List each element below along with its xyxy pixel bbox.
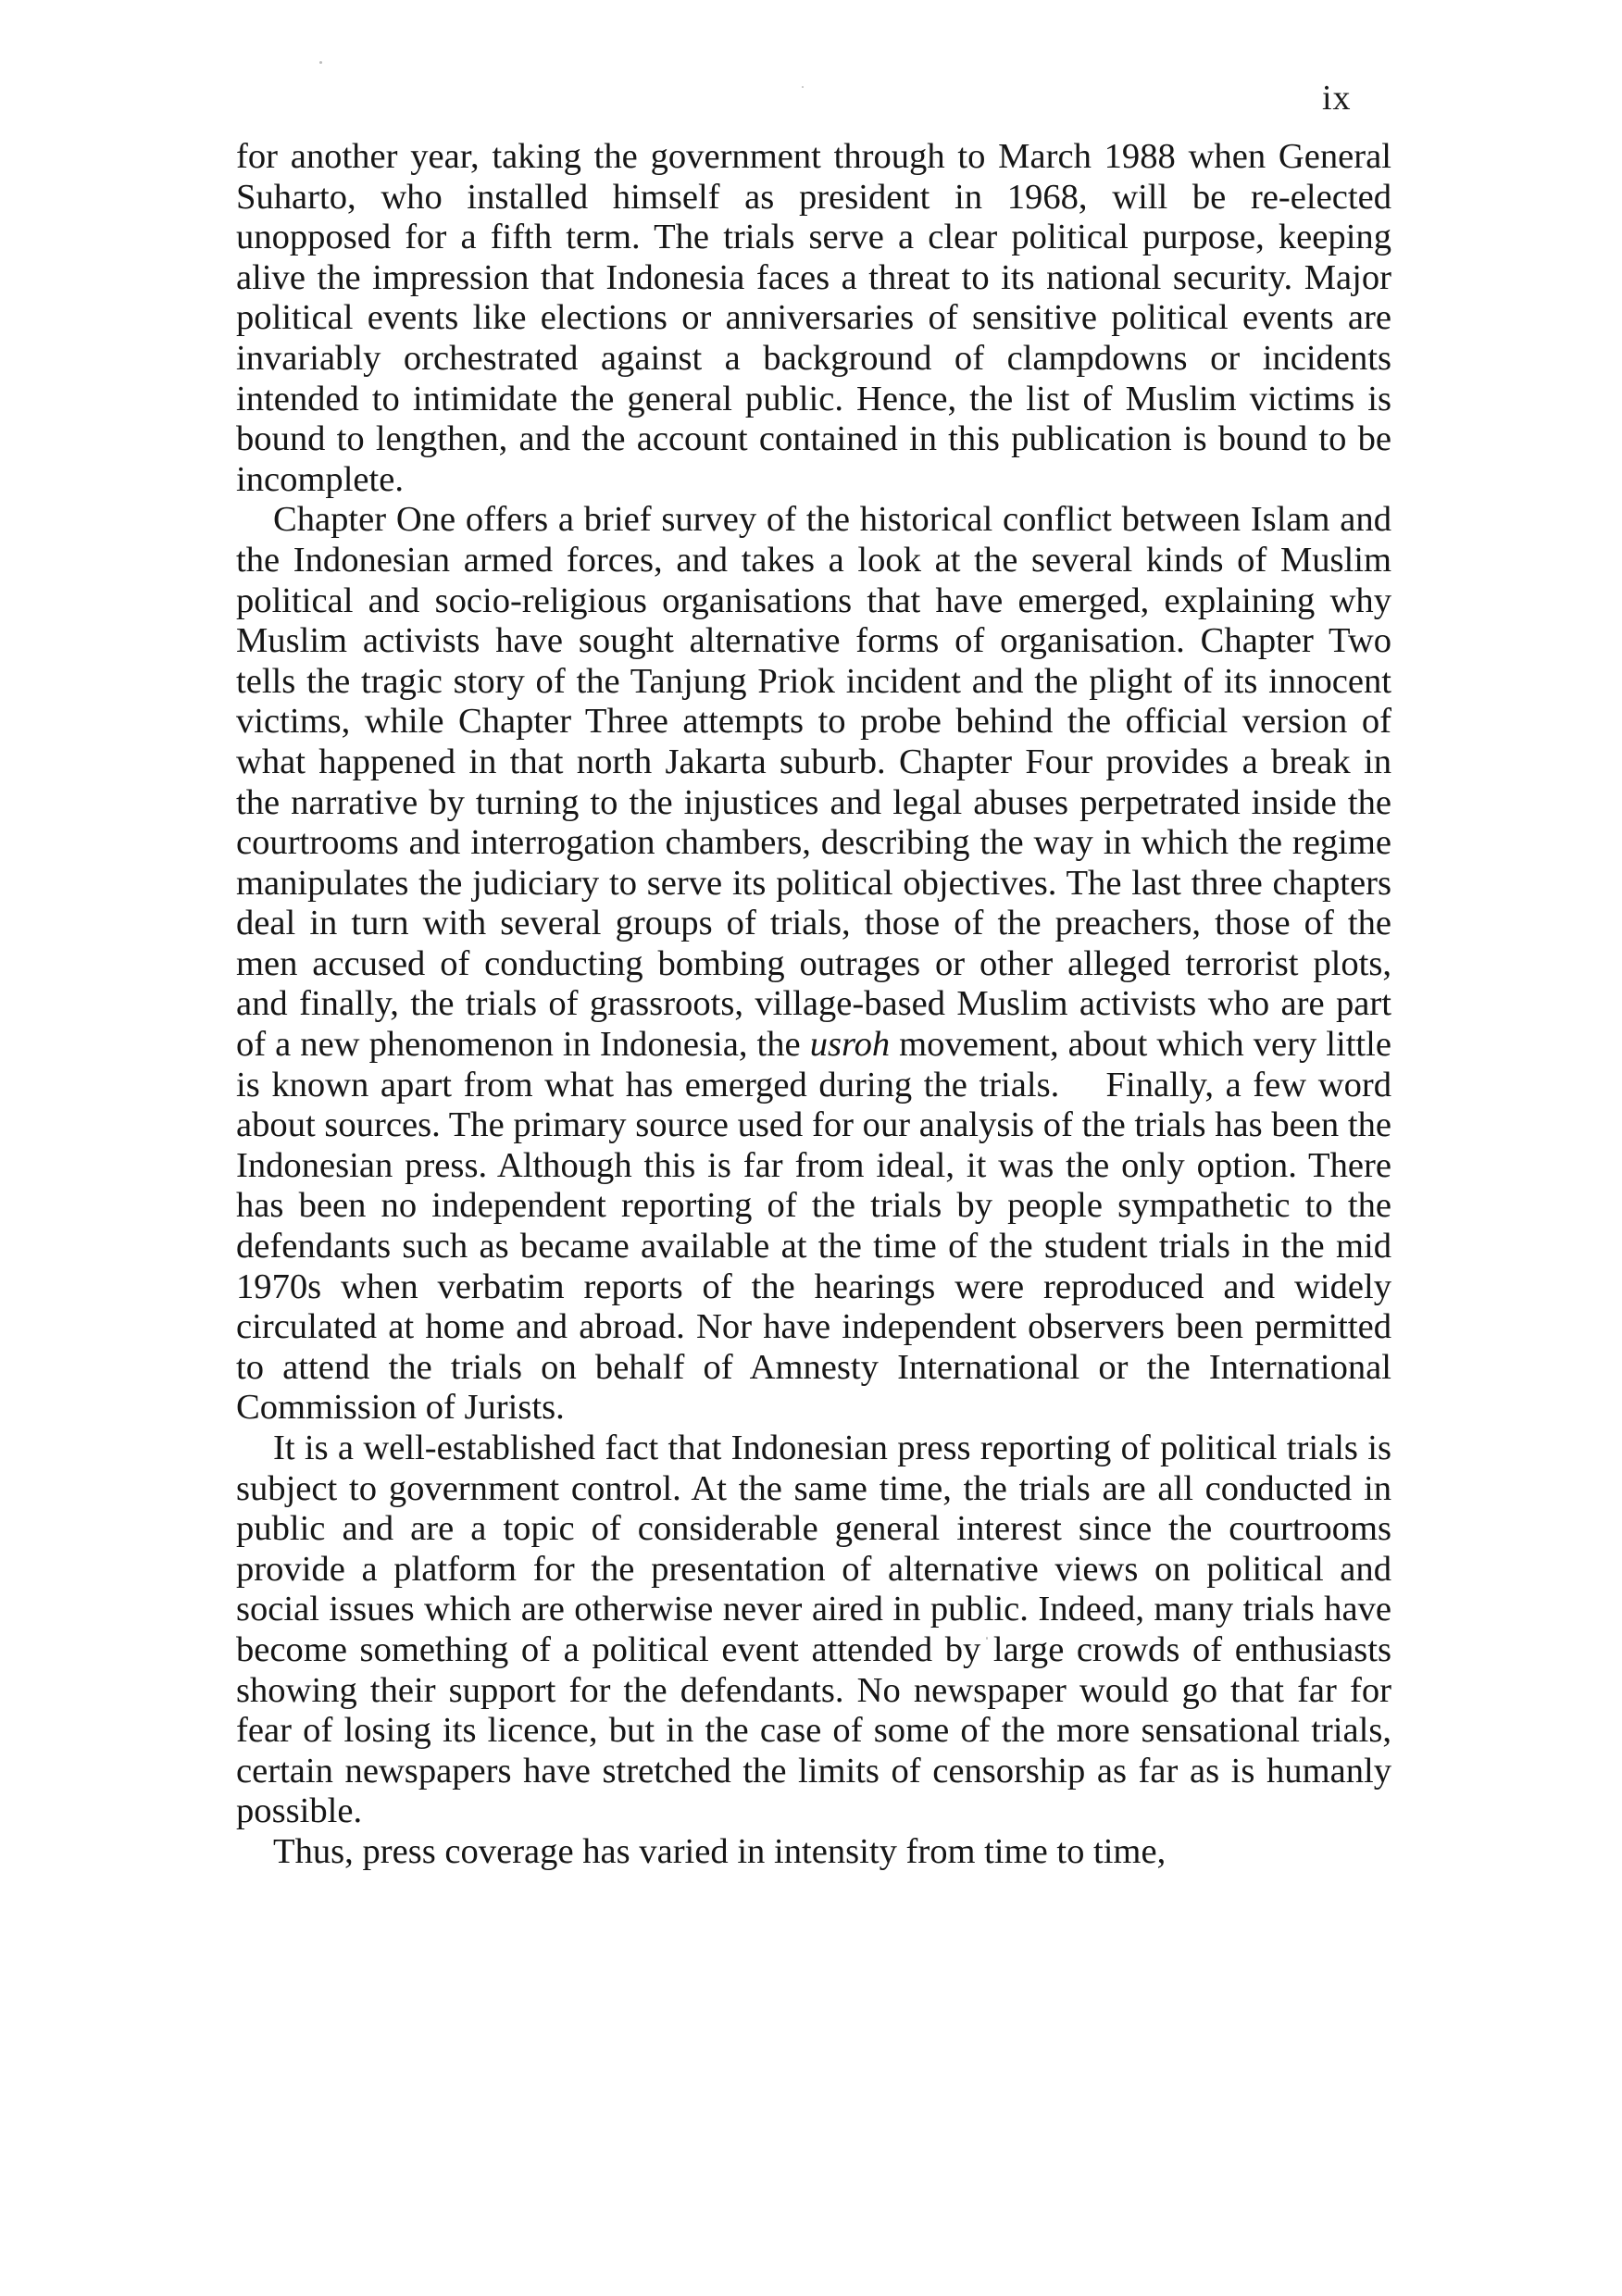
scan-speck — [802, 86, 804, 88]
paragraph-text: movement, about which very little is known apart from what has emerged during the trials. Finally, a few word about sources. The primary source used for our analysis of the trials has been the Indonesian press. Although this is far from ideal, it was the only option. There has been no independent reporting of the trials by people sympathetic to the defendants such as became available at the time of the student trials in the mid 1970s when verbatim reports of the hearings were reproduced and widely circulated at home and abroad. Nor have independent observers been permitted to attend the trials on behalf of Amnesty International or the International Commission of Jurists. — [236, 1025, 1401, 1428]
scan-speck — [319, 61, 322, 64]
italic-term: usroh — [809, 1025, 891, 1065]
page-number: ix — [1322, 79, 1352, 118]
paragraph: Thus, press coverage has varied in intensity from time to time, — [273, 1831, 1167, 1871]
paragraph — [236, 500, 1401, 1429]
paragraph-text: Chapter One offers a brief survey of the historical conflict between Islam and the Indonesian armed forces, and takes a look at the several kinds of Muslim political and socio-religious organisations that have emerged, explaining why Muslim activists have sought alternative forms of organisation. Chapter Two tells the tragic story of the Tanjung Priok incident and the plight of its innocent victims, while Chapter Three attempts to probe behind the official version of what happened in that north Jakarta suburb. Chapter Four provides a break in the narrative by turning to the injustices and legal abuses perpetrated inside the courtrooms and interrogation chambers, describing the way in which the regime manipulates the judiciary to serve its political objectives. The last three chapters deal in turn with several groups of trials, those of the preachers, those of the men accused of conducting bombing outrages or other alleged terrorist plots, and finally, the trials of grassroots, village-based Muslim activists who are part of a new phenomenon in Indonesia, the — [236, 500, 1391, 1065]
paragraph: for another year, taking the government through to March 1988 when General Suharto, who installed himself as president in 1968, will be re-elected unopposed for a fifth term. The trials serve a clear political purpose, keeping alive the impression that Indonesia faces a threat to its national security. Major political events like elections or anniversaries of sensitive political events are invariably orchestrated against a background of clampdowns or incidents intended to intimidate the general public. Hence, the list of Muslim victims is bound to lengthen, and the account contained in this publication is bound to be incomplete. — [236, 137, 1391, 499]
body-text — [236, 137, 1401, 1873]
paragraph: It is a well-established fact that Indonesian press reporting of political trials is subject to government control. At the same time, the trials are all conducted in public and are a topic of considerable general interest since the courtrooms provide a platform for the presentation of alternative views on political and social issues which are otherwise never aired in public. Indeed, many trials have become something of a political event attended by large crowds of enthusiasts showing their support for the defendants. No newspaper would go that far for fear of losing its licence, but in the case of some of the more sensational trials, certain newspapers have stretched the limits of censorship as far as is humanly possible. — [236, 1429, 1391, 1831]
